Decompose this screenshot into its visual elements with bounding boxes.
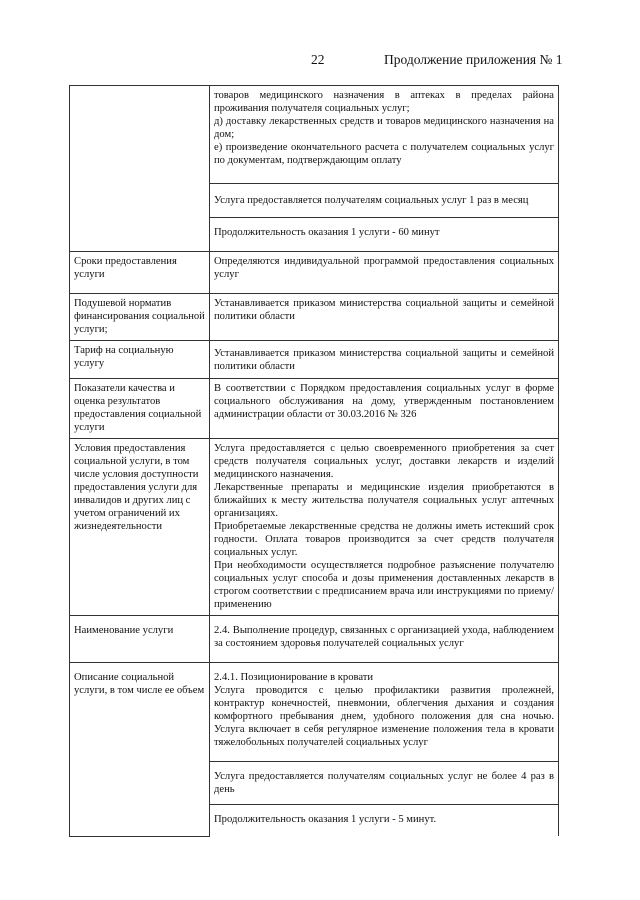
page-header [0,52,640,72]
table-row [70,663,559,762]
quality-label: Показатели качества и оценка результатов предоставления социальной услуги [70,379,210,439]
table-row [70,341,559,379]
frequency-text: Услуга предоставляется получателям социальных услуг 1 раз в месяц [214,195,529,206]
quality-value: В соответствии с Порядком предоставления социальных услуг в форме социального обслуживания на дому, утвержденным постановлением администрации области от 30.03.2016 № 326 [210,379,559,439]
continuation-cell [210,86,559,184]
empty-label-cell [70,86,210,252]
duration-text: Продолжительность оказания 1 услуги - 60 минут [214,227,440,238]
terms-value: Определяются индивидуальной программой предоставления социальных услуг [210,252,559,294]
table-row [70,379,559,439]
duration2-cell [210,805,559,837]
conditions-text: Приобретаемые лекарственные средства не должны иметь истекший срок годности. Оплата товаров производится за счет средств получателя социальных услуг. [214,521,554,558]
table-row [70,294,559,341]
financing-label: Подушевой норматив финансирования социальной услуги; [70,294,210,341]
frequency2-cell [210,762,559,805]
conditions-text: Лекарственные препараты и медицинские изделия приобретаются в ближайших к месту жительства получателя социальных услуг аптечных организациях. [214,482,554,519]
service-name-label: Наименование услуги [70,616,210,663]
frequency-cell [210,184,559,218]
frequency2-text: Услуга предоставляется получателям социальных услуг не более 4 раз в день [214,771,554,795]
tariff-label: Тариф на социальную услугу [70,341,210,379]
continuation-text: е) произведение окончательного расчета с получателем социальных услуг по документам, подтверждающим оплату [214,142,554,166]
duration-cell [210,218,559,252]
table-row [70,252,559,294]
tariff-value: Устанавливается приказом министерства социальной защиты и семейной политики области [210,341,559,379]
table-row [70,439,559,616]
page-number: 22 [311,52,325,67]
appendix-title: Продолжение приложения № 1 [384,52,563,67]
service-name-value: 2.4. Выполнение процедур, связанных с организацией ухода, наблюдением за состоянием здоровья получателей социальных услуг [210,616,559,663]
conditions-text: При необходимости осуществляется подробное разъяснение получателю социальных услуг способа и дозы применения доставленных лекарств в строгом соответствии с предписанием врача или инструкциями по приему/применению [214,560,554,610]
conditions-text: Услуга предоставляется с целью своевременного приобретения за счет средств получателя социальных услуг, доставки лекарств и изделий медицинского назначения. [214,443,554,480]
conditions-cell [210,439,559,616]
description-label: Описание социальной услуги, в том числе ее объем [70,663,210,837]
description-text: Услуга проводится с целью профилактики развития пролежней, контрактур конечностей, пневмонии, облегчения дыхания и создания комфортного пребывания днем, удобного положения для сна ночью. Услуга включает в себя регулярное изменение положения тела в кровати тяжелобольных получателей социальных услуг [214,685,554,748]
duration2-text: Продолжительность оказания 1 услуги - 5 минут. [214,814,437,825]
table-row [70,616,559,663]
table-row [70,86,559,184]
continuation-text: д) доставку лекарственных средств и товаров медицинского назначения на дом; [214,116,554,140]
financing-value: Устанавливается приказом министерства социальной защиты и семейной политики области [210,294,559,341]
description-text: 2.4.1. Позиционирование в кровати [214,672,374,683]
conditions-label: Условия предоставления социальной услуги, в том числе условия доступности предоставления услуги для инвалидов и других лиц с учетом ограничений их жизнедеятельности [70,439,210,616]
terms-label: Сроки предоставления услуги [70,252,210,294]
services-table [69,85,559,837]
continuation-text: товаров медицинского назначения в аптеках в пределах района проживания получателя социальных услуг; [214,90,554,114]
description-cell [210,663,559,762]
